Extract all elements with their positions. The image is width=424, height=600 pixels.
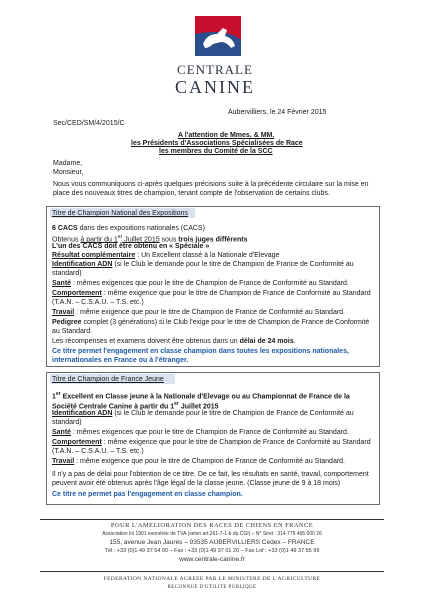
footer-top-rule bbox=[40, 519, 384, 520]
brand-line-1: CENTRALE bbox=[177, 62, 253, 77]
footer-line-4: Tél : +33 (0)1 49 37 54 00 – Fax : +33 (0)1 49 37 01 20 – Fax Lof : +33 (0)1 49 37 55 99 bbox=[104, 548, 320, 554]
intro-line-2: place des nouveaux titres de champion, tenant compte de l'observation de certains clubs. bbox=[53, 190, 330, 197]
s1-pedigree: Pedigree complet (3 générations) si le Club l'exige pour le titre de Champion de France de Conformité bbox=[52, 319, 370, 326]
s2-comportement-2: (T.A.N. – C.S.A.U. – T.S. etc.) bbox=[52, 448, 144, 455]
place-date: Aubervilliers, le 24 Février 2015 bbox=[228, 109, 327, 116]
s1-cacs: 6 CACS dans des expositions nationales (CACS) bbox=[52, 225, 205, 232]
s1-special: L'un des CACS doit être obtenu en « Spéciale » bbox=[52, 243, 210, 250]
s1-delay: Les récompenses et examens doivent être obtenus dans un délai de 24 mois. bbox=[52, 338, 296, 345]
s2-comportement: Comportement : même exigence que pour le titre de Champion de France de Conformité au Standard bbox=[52, 439, 371, 446]
s2-adn: Identification ADN (si le Club le demande pour le titre de Champion de France de Conformité au bbox=[52, 410, 354, 417]
footer-website: www.centrale-canine.fr bbox=[179, 556, 245, 563]
section-2-title: Titre de Champion de France Jeune bbox=[52, 376, 164, 383]
s1-note-2: internationales en France ou à l'étranger. bbox=[52, 357, 189, 364]
s2-line-2: Société Centrale Canine à partir du 1er Juillet 2015 bbox=[52, 401, 219, 411]
s2-sante: Santé : mêmes exigences que pour le titre de Champion de France de Conformité au Standard. bbox=[52, 429, 349, 436]
brand-line-2: CANINE bbox=[175, 77, 255, 97]
s2-note: Ce titre ne permet pas l'engagement en classe champion. bbox=[52, 491, 243, 498]
s2-delay-2: peuvent avoir été obtenus après l'âge légal de la classe jeune. (Classe jeune de 9 à 18 mois) bbox=[52, 480, 341, 487]
s1-comportement-2: (T.A.N. – C.S.A.U. – T.S. etc.) bbox=[52, 299, 144, 306]
salutation-madame: Madame, bbox=[53, 160, 83, 167]
s2-travail: Travail : même exigence que pour le titre de Champion de France de Conformité au Standard. bbox=[52, 458, 346, 465]
footer-line-6: FEDERATION NATIONALE AGREEE PAR LE MINISTERE DE L'AGRICULTURE bbox=[103, 576, 321, 582]
footer-line-1: POUR L'AMELIORATION DES RACES DE CHIENS EN FRANCE bbox=[110, 522, 314, 529]
footer-line-2: Association loi 1901 exonérée de TVA (selon art.261-7-1-b du CGI) – N° Siret : 314 775 495 000 26 bbox=[102, 531, 322, 537]
recipients-line-1: A l'attention de Mmes. & MM. bbox=[178, 132, 275, 139]
recipients-line-3: les membres du Comité de la SCC bbox=[159, 148, 273, 155]
s1-obtained: Obtenus à partir du 1er Juillet 2015 sous trois juges différents bbox=[52, 234, 248, 244]
intro-line-1: Nous vous communiquons ci-après quelques précisions suite à la précédente circulaire sur la mise en bbox=[53, 181, 369, 188]
centrale-canine-logo bbox=[177, 10, 257, 60]
s1-adn-2: standard) bbox=[52, 270, 82, 277]
s1-adn: Identification ADN (si le Club le demande pour le titre de Champion de France de Conformité au bbox=[52, 261, 354, 268]
salutation-monsieur: Monsieur, bbox=[53, 169, 84, 176]
footer-line-3: 155, avenue Jean Jaurès – 93535 AUBERVILLIERS Cedex – FRANCE bbox=[109, 539, 315, 546]
footer-bottom-rule bbox=[40, 571, 384, 572]
s1-sante: Santé : mêmes exigences que pour le titre de Champion de France de Conformité au Standard. bbox=[52, 280, 349, 287]
footer-line-7: RECONNUE D'UTILITE PUBLIQUE bbox=[167, 585, 257, 590]
s1-note-1: Ce titre permet l'engagement en classe champion dans toutes les expositions nationales, bbox=[52, 348, 349, 355]
s1-result: Résultat complémentaire : Un Excellent classé à la Nationale d'Elevage bbox=[52, 252, 280, 259]
s1-comportement: Comportement : même exigence que pour le titre de Champion de France de Conformité au Standard bbox=[52, 290, 371, 297]
recipients-line-2: les Présidents d'Associations Spécialisées de Race bbox=[131, 140, 303, 147]
reference: Sec/CED/SM/4/2015/C bbox=[53, 120, 125, 127]
s2-adn-2: standard) bbox=[52, 419, 82, 426]
s2-delay-1: Il n'y a pas de délai pour l'obtention de ce titre. De ce fait, les résultats en santé, travail, comportement bbox=[52, 471, 369, 478]
section-1-title: Titre de Champion National des Expositions bbox=[52, 210, 188, 217]
s2-line-1: 1er Excellent en Classe jeune à la Nationale d'Elevage ou au Championnat de France de la bbox=[52, 391, 350, 401]
s1-travail: Travail : même exigence que pour le titre de Champion de France de Conformité au Standard. bbox=[52, 309, 346, 316]
s1-pedigree-2: au Standard. bbox=[52, 328, 93, 335]
